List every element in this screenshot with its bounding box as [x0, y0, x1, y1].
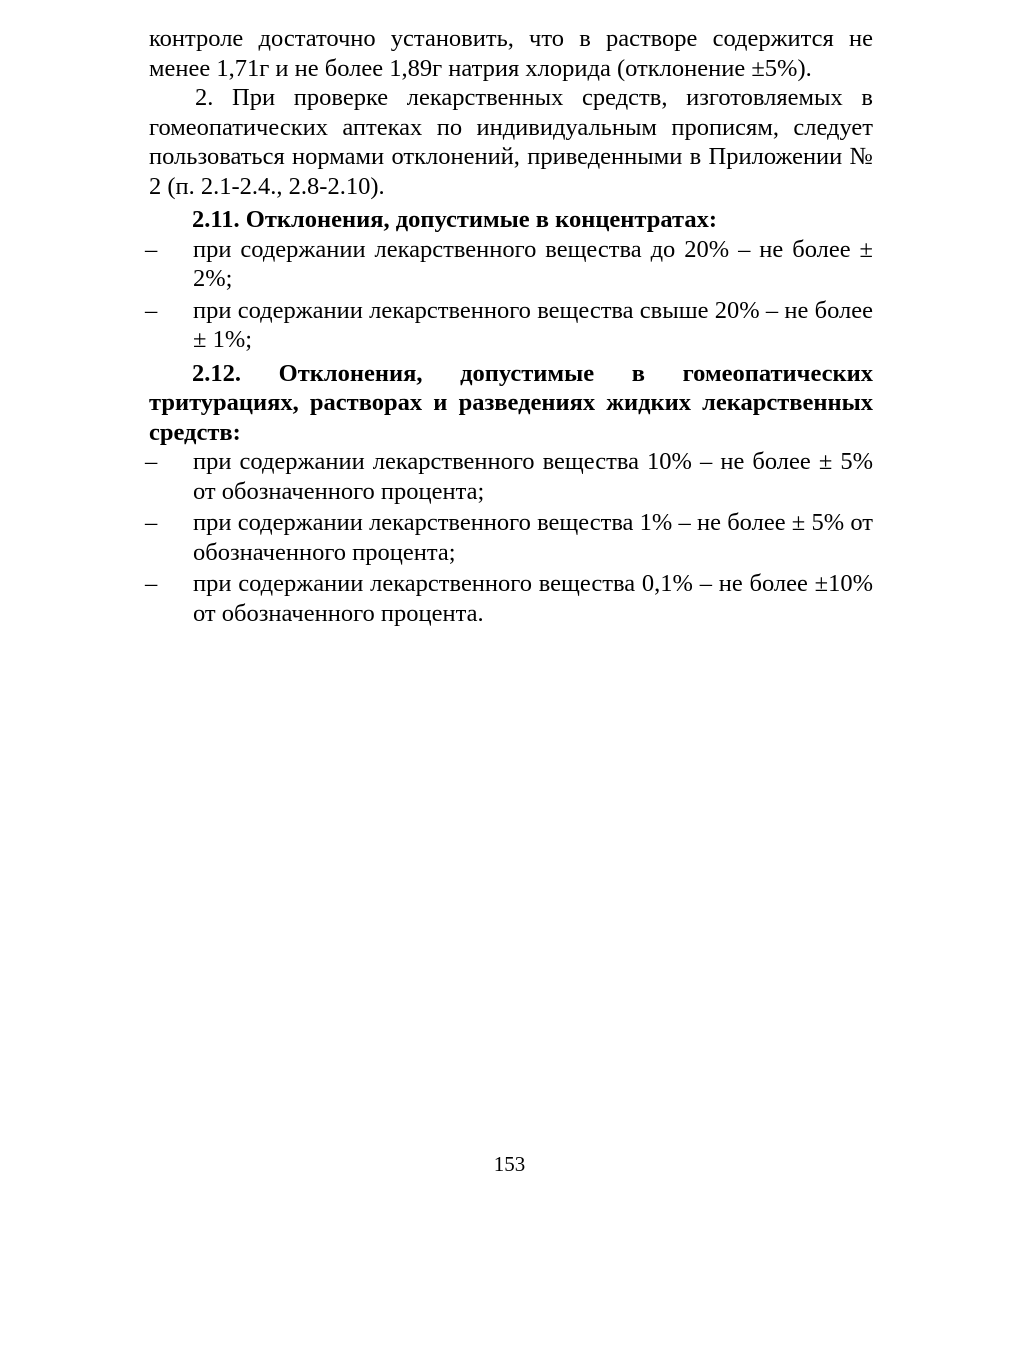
list-item-text: при содержании лекарственного вещества 1% – не более ± 5% от обозначенного процента;	[193, 509, 873, 566]
list-item	[145, 296, 873, 355]
list-item-text: при содержании лекарственного вещества свыше 20% – не более ± 1%;	[193, 296, 873, 353]
document-page	[145, 24, 873, 630]
intro-paragraph: контроле достаточно установить, что в растворе содержится не менее 1,71г и не более 1,89г натрия хлорида (отклонение ±5%).	[149, 25, 873, 82]
dash-bullet: –	[145, 296, 158, 324]
list-item	[145, 508, 873, 567]
dash-bullet: –	[145, 448, 158, 475]
section-2-12-heading: 2.12. Отклонения, допустимые в гомеопатических тритурациях, растворах и разведениях жидких лекарственных средств:	[149, 359, 873, 446]
dash-bullet: –	[145, 570, 158, 597]
dash-bullet: –	[145, 509, 158, 536]
list-item-text: при содержании лекарственного вещества 0,1% – не более ±10% от обозначенного процента.	[193, 570, 873, 627]
list-item	[145, 569, 873, 628]
list-item-text: при содержании лекарственного вещества до 20% – не более ± 2%;	[193, 235, 873, 292]
dash-bullet: –	[145, 235, 158, 263]
list-item	[145, 235, 873, 294]
section-2-12-list	[145, 447, 873, 628]
section-2-11-heading: 2.11. Отклонения, допустимые в концентратах:	[192, 206, 717, 233]
section-2-11-list	[145, 235, 873, 355]
list-item	[145, 447, 873, 506]
paragraph-2: 2. При проверке лекарственных средств, изготовляемых в гомеопатических аптеках по индивидуальным прописям, следует пользоваться нормами отклонений, приведенными в Приложении № 2 (п. 2.1-2.4., 2.8-2.10).	[149, 84, 873, 200]
list-item-text: при содержании лекарственного вещества 10% – не более ± 5% от обозначенного процента;	[193, 448, 873, 505]
page-number: 153	[493, 1152, 526, 1176]
